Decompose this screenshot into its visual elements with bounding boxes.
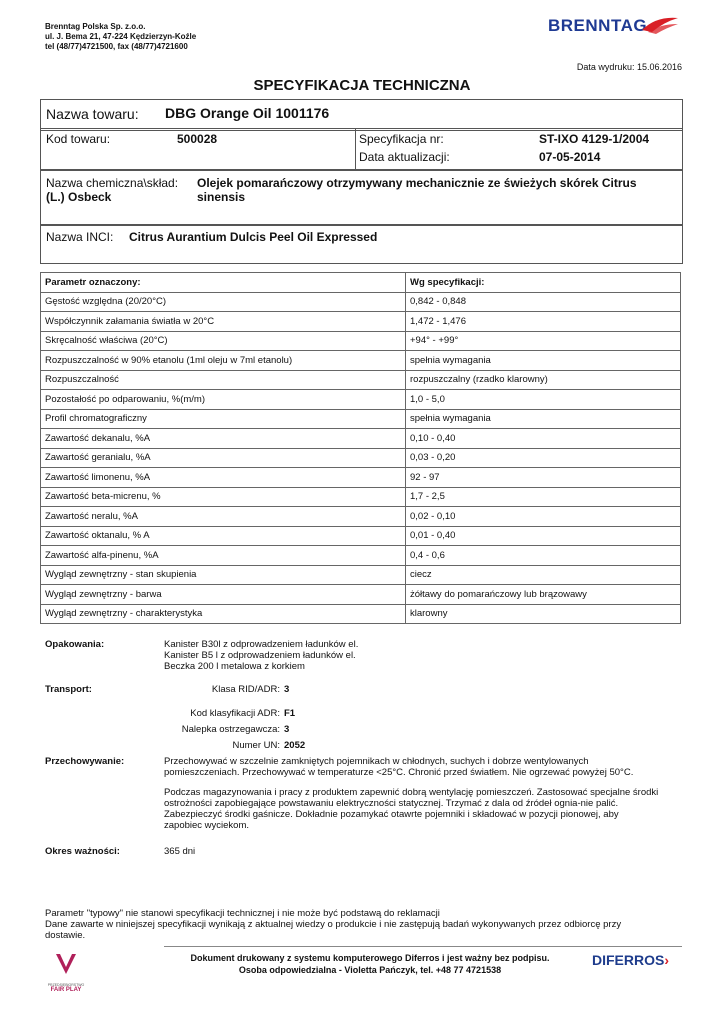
parameter-spec: 0,4 - 0,6 xyxy=(406,546,681,566)
product-name-value: DBG Orange Oil 1001176 xyxy=(165,105,330,121)
parameter-spec: +94° - +99° xyxy=(406,331,681,351)
table-header-parameter: Parametr oznaczony: xyxy=(41,273,406,293)
parameters-table xyxy=(40,272,681,624)
inci-box xyxy=(40,224,683,264)
product-name-label: Nazwa towaru: xyxy=(46,106,139,122)
table-row xyxy=(41,546,681,566)
diferros-arrow-icon: › xyxy=(664,952,670,968)
transport-label: Transport: xyxy=(45,684,92,695)
table-header-spec: Wg specyfikacji: xyxy=(406,273,681,293)
parameter-name: Zawartość neralu, %A xyxy=(41,507,406,527)
chemical-name-box xyxy=(40,169,683,226)
storage-label: Przechowywanie: xyxy=(45,756,125,767)
parameter-name: Wygląd zewnętrzny - barwa xyxy=(41,585,406,605)
parameter-name: Współczynnik załamania światła w 20°C xyxy=(41,312,406,332)
table-row xyxy=(41,429,681,449)
shelf-life-label: Okres ważności: xyxy=(45,846,120,857)
brenntag-logo xyxy=(548,16,678,42)
diferros-logo xyxy=(592,952,669,968)
parameter-name: Wygląd zewnętrzny - charakterystyka xyxy=(41,604,406,624)
box-divider xyxy=(355,129,356,170)
transport-adr-code-value: F1 xyxy=(284,708,296,719)
parameter-spec: ciecz xyxy=(406,565,681,585)
footnote xyxy=(45,908,675,941)
product-code-box xyxy=(40,128,683,171)
packaging-item: Kanister B30l z odprowadzeniem ładunków el. xyxy=(164,639,359,650)
parameter-spec: klarowny xyxy=(406,604,681,624)
footnote-line: dostawie. xyxy=(45,930,86,941)
parameter-spec: spełnia wymagania xyxy=(406,409,681,429)
parameter-name: Rozpuszczalność xyxy=(41,370,406,390)
update-date-label: Data aktualizacji: xyxy=(359,150,450,164)
storage-line: Podczas magazynowania i pracy z produktem zapewnić dobrą wentylację pomieszczeń. Zastosować specjalne środki xyxy=(164,787,659,798)
parameter-spec: 1,7 - 2,5 xyxy=(406,487,681,507)
packaging-item: Beczka 200 l metalowa z korkiem xyxy=(164,661,305,672)
page-title: SPECYFIKACJA TECHNICZNA xyxy=(253,77,471,94)
storage-line: ostrożności zapobiegające powstawaniu elektryczności statycznej. Trzymać z dala od źródeł ognia-nie palić. xyxy=(164,798,619,809)
transport-un-label: Numer UN: xyxy=(232,740,280,751)
parameter-name: Zawartość alfa-pinenu, %A xyxy=(41,546,406,566)
table-row xyxy=(41,409,681,429)
storage-paragraph-1 xyxy=(164,756,633,778)
storage-line: pomieszczeniach. Przechowywać w temperaturze <25°C. Chronić przed światłem. Nie ogrzewać powyżej 50°C. xyxy=(164,767,634,778)
company-name: Brenntag Polska Sp. z.o.o. xyxy=(45,22,146,31)
table-row xyxy=(41,565,681,585)
print-date: Data wydruku: 15.06.2016 xyxy=(576,62,682,72)
table-row xyxy=(41,468,681,488)
parameter-name: Zawartość geranialu, %A xyxy=(41,448,406,468)
table-row xyxy=(41,585,681,605)
spec-number-value: ST-IXO 4129-1/2004 xyxy=(539,132,650,146)
chemical-name-label: Nazwa chemiczna\skład: xyxy=(46,176,179,190)
transport-label-sticker-label: Nalepka ostrzegawcza: xyxy=(181,724,280,735)
product-name-box xyxy=(40,99,683,131)
transport-label-sticker-value: 3 xyxy=(284,724,290,735)
product-code-value: 500028 xyxy=(177,132,218,146)
parameter-spec: 0,10 - 0,40 xyxy=(406,429,681,449)
table-row xyxy=(41,526,681,546)
table-row xyxy=(41,331,681,351)
parameter-spec: 0,03 - 0,20 xyxy=(406,448,681,468)
storage-paragraph-2 xyxy=(164,787,658,831)
parameter-spec: 0,842 - 0,848 xyxy=(406,292,681,312)
parameter-spec: 0,01 - 0,40 xyxy=(406,526,681,546)
table-row xyxy=(41,507,681,527)
spec-number-label: Specyfikacja nr: xyxy=(359,132,444,146)
parameter-name: Zawartość dekanalu, %A xyxy=(41,429,406,449)
parameter-name: Zawartość beta-micrenu, % xyxy=(41,487,406,507)
parameter-name: Rozpuszczalność w 90% etanolu (1ml oleju w 7ml etanolu) xyxy=(41,351,406,371)
footer-text xyxy=(160,952,580,976)
fair-play-top-text: PRZEDSIĘBIORSTWO xyxy=(47,983,85,987)
brenntag-swoosh-icon xyxy=(642,16,678,34)
parameter-spec: 0,02 - 0,10 xyxy=(406,507,681,527)
brenntag-logo-text: BRENNTAG xyxy=(548,16,648,35)
table-row xyxy=(41,312,681,332)
footer-line-2: Osoba odpowiedzialna - Violetta Pańczyk, tel. +48 77 4721538 xyxy=(238,965,502,975)
transport-adr-code-label: Kod klasyfikacji ADR: xyxy=(190,708,280,719)
product-code-label: Kod towaru: xyxy=(46,132,111,146)
inci-value: Citrus Aurantium Dulcis Peel Oil Expressed xyxy=(129,230,378,244)
parameter-name: Profil chromatograficzny xyxy=(41,409,406,429)
company-address xyxy=(45,22,196,52)
parameter-spec: rozpuszczalny (rzadko klarowny) xyxy=(406,370,681,390)
transport-un-value: 2052 xyxy=(284,740,306,751)
shelf-life-value: 365 dni xyxy=(164,846,196,857)
transport-class-label: Klasa RID/ADR: xyxy=(211,684,280,695)
table-row xyxy=(41,351,681,371)
parameter-name: Skręcalność właściwa (20°C) xyxy=(41,331,406,351)
table-row xyxy=(41,448,681,468)
chemical-name-value-cont: (L.) Osbeck xyxy=(46,190,112,204)
company-street: ul. J. Bema 21, 47-224 Kędzierzyn-Koźle xyxy=(45,32,197,41)
parameter-name: Gęstość względna (20/20°C) xyxy=(41,292,406,312)
company-phone: tel (48/77)4721500, fax (48/77)4721600 xyxy=(45,42,188,51)
packaging-label: Opakowania: xyxy=(45,639,105,650)
parameter-name: Zawartość oktanalu, % A xyxy=(41,526,406,546)
storage-line: zapobiec wyciekom. xyxy=(164,820,250,831)
parameter-spec: 1,0 - 5,0 xyxy=(406,390,681,410)
parameter-spec: żółtawy do pomarańczowy lub brązowawy xyxy=(406,585,681,605)
footer-line-1: Dokument drukowany z systemu komputerowego Diferros i jest ważny bez podpisu. xyxy=(190,953,550,963)
table-row xyxy=(41,487,681,507)
parameter-name: Zawartość limonenu, %A xyxy=(41,468,406,488)
table-header-row xyxy=(41,273,681,293)
parameter-name: Pozostałość po odparowaniu, %(m/m) xyxy=(41,390,406,410)
fair-play-logo xyxy=(44,952,88,992)
parameter-spec: 92 - 97 xyxy=(406,468,681,488)
footer-divider xyxy=(164,946,682,947)
diferros-logo-text: DIFERROS xyxy=(592,952,665,968)
parameter-name: Wygląd zewnętrzny - stan skupienia xyxy=(41,565,406,585)
footnote-line: Dane zawarte w niniejszej specyfikacji wynikają z aktualnej wiedzy o produkcie i nie zastępują badań wykonywanych przez odbiorcę przy xyxy=(45,919,622,930)
packaging-list xyxy=(164,639,358,672)
storage-line: Zabezpieczyć środki gaśnicze. Dokładnie pozamykać otawrte pojemniki i składować w pozycji pionowej, aby xyxy=(164,809,619,820)
table-row xyxy=(41,370,681,390)
fair-play-text: FAIR PLAY xyxy=(50,987,82,993)
table-row xyxy=(41,390,681,410)
chemical-name-value: Olejek pomarańczowy otrzymywany mechanicznie ze świeżych skórek Citrus sinensis xyxy=(197,176,637,204)
parameter-spec: 1,472 - 1,476 xyxy=(406,312,681,332)
fair-play-v-icon xyxy=(44,952,88,978)
inci-label: Nazwa INCI: xyxy=(46,230,114,244)
table-row xyxy=(41,292,681,312)
transport-class-value: 3 xyxy=(284,684,290,695)
footnote-line: Parametr "typowy" nie stanowi specyfikacji technicznej i nie może być podstawą do reklamacji xyxy=(45,908,440,919)
parameter-spec: spełnia wymagania xyxy=(406,351,681,371)
table-row xyxy=(41,604,681,624)
packaging-item: Kanister B5 l z odprowadzeniem ładunków el. xyxy=(164,650,356,661)
update-date-value: 07-05-2014 xyxy=(539,150,601,164)
storage-line: Przechowywać w szczelnie zamkniętych pojemnikach w chłodnych, suchych i dobrze wentylowanych xyxy=(164,756,589,767)
